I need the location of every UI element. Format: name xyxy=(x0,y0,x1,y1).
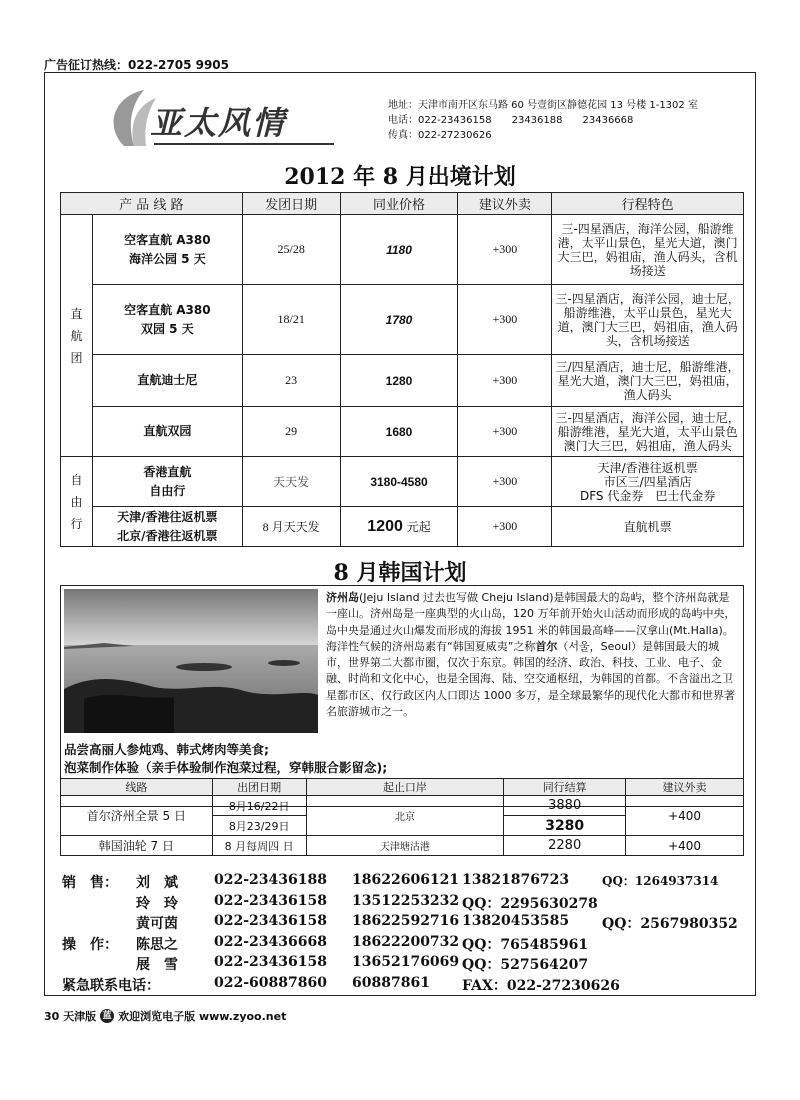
port-cell: 北京 xyxy=(306,796,504,836)
logo-text: 亚太风情 xyxy=(150,104,287,142)
retail-cell: +300 xyxy=(458,215,552,285)
contact-row: 操 作： 陈思之 022-23436668 18622200732 QQ：765485961 xyxy=(62,933,589,953)
category-direct: 直航团 xyxy=(61,215,93,457)
seoul-heading: 首尔 xyxy=(535,639,558,653)
route-cell: 香港直航 自由行 xyxy=(92,457,242,507)
emergency-label: 紧急联系电话： xyxy=(62,977,160,994)
page-footer xyxy=(44,1008,286,1024)
contact-row: 玲 玲 022-23436158 13512253232 QQ：2295630278 xyxy=(136,892,598,912)
col-route: 产 品 线 路 xyxy=(61,193,243,215)
sales-contacts xyxy=(62,872,752,995)
date-cell: 18/21 xyxy=(242,285,340,355)
contact-row: 展 雪 022-23436158 13652176069 QQ：527564207 xyxy=(136,954,589,973)
col-price: 同业价格 xyxy=(340,193,458,215)
fax: 传真：022-27230626 xyxy=(388,130,492,141)
price-cell: 3280 xyxy=(504,816,626,836)
table-header-row xyxy=(61,779,744,796)
footer-link[interactable]: 欢迎浏览电子版 www.zyoo.net xyxy=(118,1010,287,1023)
col-route: 线路 xyxy=(61,779,213,796)
table-row xyxy=(61,355,744,407)
date-cell: 23 xyxy=(242,355,340,407)
date-cell: 25/28 xyxy=(242,215,340,285)
korea-intro: 济州岛(Jeju Island 过去也写做 Cheju Island)是韩国最大的岛屿，整个济州岛就是一座山。济州岛是一座典型的火山岛，120 万年前开始火山活动而形成的岛屿中央，岛中央是通过火山爆发而形成的海拔 1951 米的韩国最高峰——汉拿山(Mt.Halla)。海洋性气候的济州岛素有“韩国夏威夷”之称首尔（서울，Seoul）是韩国最大的城市，世界第二大都市圈，仅次于东京。韩国的经济、政治、科技、工业、电子、金融、时尚和文化中心，也是全国海、陆、空交通枢纽，为韩国的首都。不含溢出之卫星都市区、仅行政区内人口即达 1000 多万，是全球最繁华的现代化大都市和世界著名旅游城市之一。 xyxy=(326,591,736,719)
emergency-row: 紧急联系电话： 022-60887860 60887861 FAX：022-27230626 xyxy=(62,974,620,994)
date-cell: 8 月天天发 xyxy=(242,507,340,547)
route-cell: 空客直航 A380 双园 5 天 xyxy=(92,285,242,355)
col-price: 同行结算 xyxy=(504,779,626,796)
date-cell: 8月16/22日 xyxy=(212,796,306,816)
phone: 电话：022-23436158 23436188 23436668 xyxy=(388,115,634,126)
blue-badge-icon: 蓝 xyxy=(100,1009,114,1023)
korea-activities xyxy=(64,740,269,759)
ops-label: 操 作： xyxy=(62,936,118,953)
contact-info xyxy=(388,98,698,143)
category-free: 自由行 xyxy=(61,457,93,547)
retail-cell: +300 xyxy=(458,457,552,507)
route-cell: 直航迪士尼 xyxy=(92,355,242,407)
retail-cell: +300 xyxy=(458,407,552,457)
contact-row: 销 售： 刘 斌 022-23436188 18622606121 13821876723 QQ：1264937314 xyxy=(62,872,719,891)
page-number: 30 天津版 xyxy=(44,1010,97,1023)
table-header-row xyxy=(61,193,744,215)
ad-hotline: 广告征订热线：022-2705 9905 xyxy=(44,58,230,72)
price-cell: 1780 xyxy=(340,285,458,355)
price-cell: 1200 元起 xyxy=(340,507,458,547)
jeju-coast-photo xyxy=(64,589,318,733)
date-cell: 29 xyxy=(242,407,340,457)
date-cell: 8月23/29日 xyxy=(212,816,306,836)
route-cell: 韩国油轮 7 日 xyxy=(61,836,213,856)
col-port: 起止口岸 xyxy=(306,779,504,796)
col-date: 发团日期 xyxy=(242,193,340,215)
price-cell: 1680 xyxy=(340,407,458,457)
table-row xyxy=(61,796,744,816)
route-cell: 天津/香港往返机票 北京/香港往返机票 xyxy=(92,507,242,547)
hk-plan-table xyxy=(60,192,744,547)
table-row xyxy=(61,836,744,856)
features-cell: 三-四星酒店，海洋公园，迪士尼，船游维港，太平山景色，星光大道，澳门大三巴，妈祖庙，渔人码头，含机场接送 xyxy=(552,285,744,355)
address: 地址：天津市南开区东马路 60 号壹街区静德花园 13 号楼 1-1302 室 xyxy=(388,100,698,111)
retail-cell: +300 xyxy=(458,355,552,407)
table-row xyxy=(61,215,744,285)
table-row xyxy=(61,507,744,547)
features-cell: 直航机票 xyxy=(552,507,744,547)
retail-cell: +400 xyxy=(626,796,744,836)
retail-cell: +400 xyxy=(626,836,744,856)
price-cell: 1180 xyxy=(340,215,458,285)
col-retail: 建议外卖 xyxy=(458,193,552,215)
korea-plan-table xyxy=(60,778,744,856)
price-cell: 3180-4580 xyxy=(340,457,458,507)
route-cell: 首尔济州全景 5 日 xyxy=(61,796,213,836)
retail-cell: +300 xyxy=(458,285,552,355)
price-cell: 3880 xyxy=(504,796,626,816)
table-row xyxy=(61,285,744,355)
features-cell: 三-四星酒店，海洋公园，船游维港，太平山景色，星光大道，澳门大三巴，妈祖庙，渔人码头，含机场接送 xyxy=(552,215,744,285)
jeju-heading: 济州岛 xyxy=(326,591,359,604)
price-cell: 2280 xyxy=(504,836,626,856)
date-cell: 天天发 xyxy=(242,457,340,507)
route-cell: 空客直航 A380 海洋公园 5 天 xyxy=(92,215,242,285)
food-line: 品尝高丽人参炖鸡、韩式烤肉等美食; xyxy=(64,742,269,757)
retail-cell: +300 xyxy=(458,507,552,547)
port-cell: 天津塘沽港 xyxy=(306,836,504,856)
price-cell: 1280 xyxy=(340,355,458,407)
col-features: 行程特色 xyxy=(552,193,744,215)
features-cell: 天津/香港往返机票 市区三/四星酒店 DFS 代金券 巴士代金券 xyxy=(552,457,744,507)
sales-label: 销 售： xyxy=(62,875,118,891)
col-date: 出团日期 xyxy=(212,779,306,796)
col-retail: 建议外卖 xyxy=(626,779,744,796)
features-cell: 三-四星酒店，海洋公园，迪士尼，船游维港，星光大道，太平山景色澳门大三巴，妈祖庙，渔人码头 xyxy=(552,407,744,457)
kimchi-line: 泡菜制作体验（亲手体验制作泡菜过程，穿韩服合影留念); xyxy=(64,760,388,775)
route-cell: 直航双园 xyxy=(92,407,242,457)
korea-title: 8 月韩国计划 xyxy=(333,560,467,586)
date-cell: 8 月每周四 日 xyxy=(212,836,306,856)
features-cell: 三/四星酒店，迪士尼，船游维港，星光大道，澳门大三巴，妈祖庙，渔人码头 xyxy=(552,355,744,407)
plan-title: 2012 年 8 月出境计划 xyxy=(284,164,516,190)
table-row xyxy=(61,457,744,507)
contact-row: 黄可茵 022-23436158 18622592716 13820453585 QQ：2567980352 xyxy=(136,913,738,932)
table-row xyxy=(61,407,744,457)
